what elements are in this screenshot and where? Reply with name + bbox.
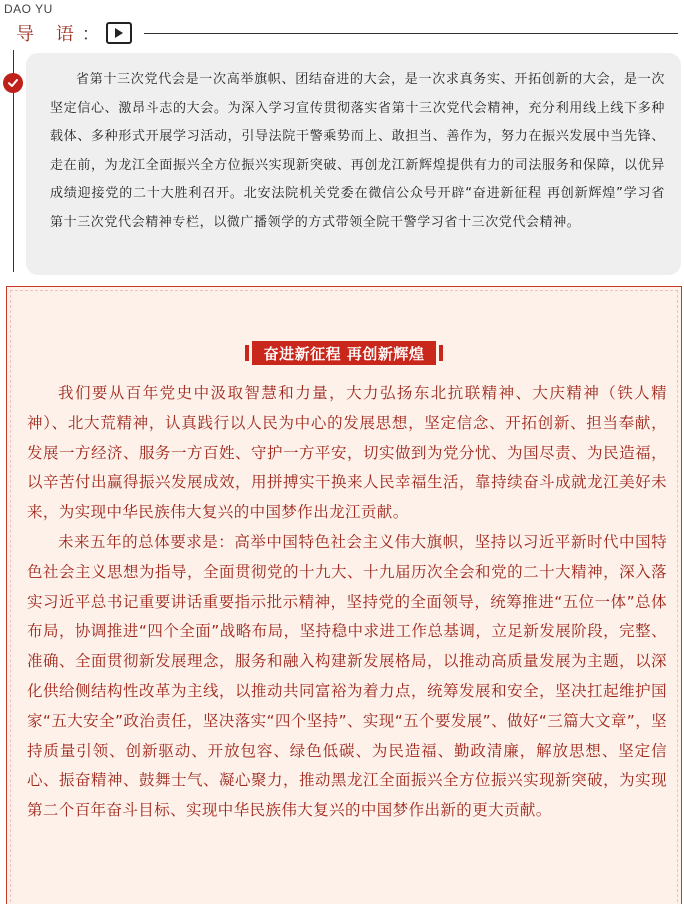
body-paragraph-1: 我们要从百年党史中汲取智慧和力量，大力弘扬东北抗联精神、大庆精神（铁人精神）、北大荒精神，认真践行以人民为中心的发展思想，坚定信念、开拓创新、担当奉献，发展一方经济、服务一方百姓、守护一方平安，切实做到为党分忧、为国尽责、为民造福，以辛苦付出赢得振兴发展成效，用拼搏实干换来人民幸福生活，靠持续奋斗成就龙江美好未来，为实现中华民族伟大复兴的中国梦作出龙江贡献。 — [27, 384, 667, 522]
banner-decoration-left — [245, 345, 249, 361]
intro-header — [16, 20, 132, 46]
section-label-cn: 导 语 — [16, 24, 82, 45]
header-divider — [144, 33, 678, 34]
section-label-en: DAO YU — [4, 2, 53, 16]
intro-paragraph: 省第十三次党代会是一次高举旗帜、团结奋进的大会，是一次求真务实、开拓创新的大会，是一次坚定信心、激昂斗志的大会。为深入学习宣传贯彻落实省第十三次党代会精神，充分利用线上线下多种载体、多种形式开展学习活动，引导法院干警乘势而上、敢担当、善作为，努力在振兴发展中当先锋、走在前，为龙江全面振兴全方位振兴实现新突破、再创龙江新辉煌提供有力的司法服务和保障，以优异成绩迎接党的二十大胜利召开。北安法院机关党委在微信公众号开辟“奋进新征程 再创新辉煌”学习省第十三次党代会精神专栏，以微广播领学的方式带领全院干警学习省十三次党代会精神。 — [50, 72, 665, 230]
play-button[interactable] — [106, 22, 132, 44]
content-panel — [6, 286, 682, 904]
check-icon — [3, 73, 23, 93]
article-body — [27, 379, 667, 826]
body-paragraph-2: 未来五年的总体要求是：高举中国特色社会主义伟大旗帜，坚持以习近平新时代中国特色社会主义思想为指导，全面贯彻党的十九大、十九届历次全会和党的二十大精神，深入落实习近平总书记重要讲话重要指示批示精神，坚持党的全面领导，统筹推进“五位一体”总体布局，协调推进“四个全面”战略布局，坚持稳中求进工作总基调，立足新发展阶段，完整、准确、全面贯彻新发展理念，服务和融入构建新发展格局，以推动高质量发展为主题，以深化供给侧结构性改革为主线，以推动共同富裕为着力点，统筹发展和安全，坚决扛起维护国家“五大安全”政治责任，坚决落实“四个坚持”、实现“五个要发展”、做好“三篇大文章”，坚持质量引领、创新驱动、开放包容、绿色低碳、为民造福、勤政清廉，解放思想、坚定信心、振奋精神、鼓舞士气、凝心聚力，推动黑龙江全面振兴全方位振兴实现新突破，为实现第二个百年奋斗目标、实现中华民族伟大复兴的中国梦作出新的更大贡献。 — [27, 532, 667, 820]
banner-decoration-right — [439, 345, 443, 361]
section-banner: 奋进新征程 再创新辉煌 — [252, 341, 437, 365]
intro-box — [26, 53, 681, 275]
play-icon — [114, 27, 124, 39]
banner-row — [7, 340, 681, 366]
header-colon: ： — [81, 24, 100, 45]
